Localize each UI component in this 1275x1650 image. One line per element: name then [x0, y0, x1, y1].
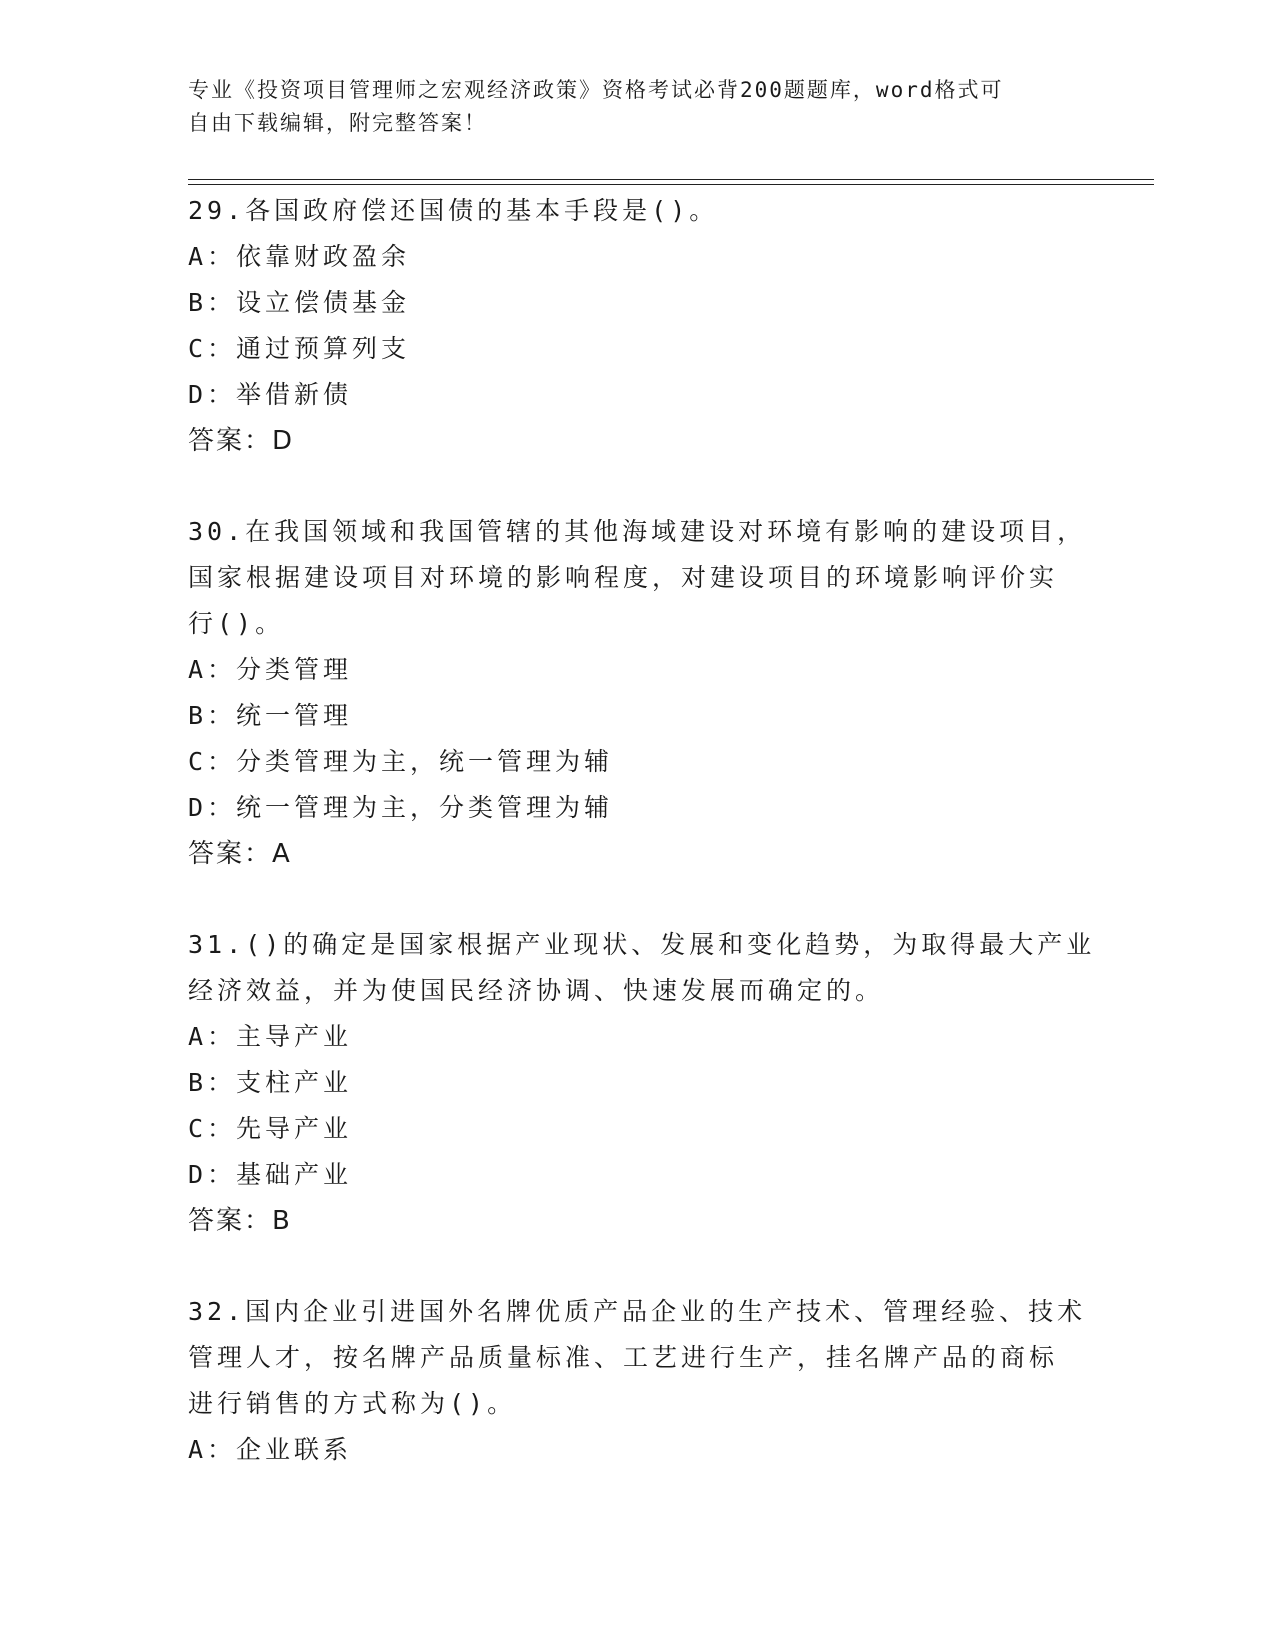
option-d: D：基础产业	[188, 1160, 353, 1189]
question-stem-line-1: 31.()的确定是国家根据产业现状、发展和变化趋势，为取得最大产业	[188, 930, 1096, 959]
header-line-2: 自由下载编辑，附完整答案！	[188, 111, 487, 135]
question-stem-line-1: 32.国内企业引进国外名牌优质产品企业的生产技术、管理经验、技术	[188, 1297, 1087, 1326]
header-divider-top	[188, 179, 1154, 180]
option-c: C：分类管理为主，统一管理为辅	[188, 747, 614, 776]
option-d: D：统一管理为主，分类管理为辅	[188, 793, 614, 822]
answer	[188, 831, 1088, 877]
answer-value: D	[272, 426, 295, 456]
question-stem-line-1: 30.在我国领域和我国管辖的其他海域建设对环境有影响的建设项目，	[188, 517, 1087, 546]
answer	[188, 418, 1088, 464]
option-a: A：主导产业	[188, 1022, 353, 1051]
answer-value: A	[272, 839, 292, 869]
option-a: A：企业联系	[188, 1435, 353, 1464]
question-29	[188, 188, 1088, 464]
question-stem: 29.各国政府偿还国债的基本手段是()。	[188, 196, 719, 225]
option-a: A：分类管理	[188, 655, 353, 684]
option-d: D：举借新债	[188, 380, 353, 409]
question-stem-line-2: 经济效益，并为使国民经济协调、快速发展而确定的。	[188, 976, 885, 1005]
answer-label: 答案：	[188, 426, 273, 456]
option-b: B：统一管理	[188, 701, 353, 730]
answer-label: 答案：	[188, 839, 273, 869]
question-stem-line-3: 行()。	[188, 609, 285, 638]
question-stem-line-2: 国家根据建设项目对环境的影响程度，对建设项目的环境影响评价实	[188, 563, 1059, 592]
question-30	[188, 509, 1088, 877]
question-stem-line-2: 管理人才，按名牌产品质量标准、工艺进行生产，挂名牌产品的商标	[188, 1343, 1059, 1372]
option-c: C：先导产业	[188, 1114, 353, 1143]
option-a: A：依靠财政盈余	[188, 242, 411, 271]
answer-value: B	[272, 1206, 292, 1236]
question-stem-line-3: 进行销售的方式称为()。	[188, 1389, 517, 1418]
header-divider-bottom	[188, 184, 1154, 185]
question-list	[188, 188, 1096, 1518]
answer-label: 答案：	[188, 1206, 273, 1236]
option-b: B：设立偿债基金	[188, 288, 411, 317]
question-31	[188, 922, 1096, 1244]
question-32	[188, 1289, 1088, 1473]
header-line-1: 专业《投资项目管理师之宏观经济政策》资格考试必背200题题库，word格式可	[188, 78, 1004, 102]
option-c: C：通过预算列支	[188, 334, 411, 363]
option-b: B：支柱产业	[188, 1068, 353, 1097]
answer	[188, 1198, 1088, 1244]
document-header	[188, 74, 1088, 140]
